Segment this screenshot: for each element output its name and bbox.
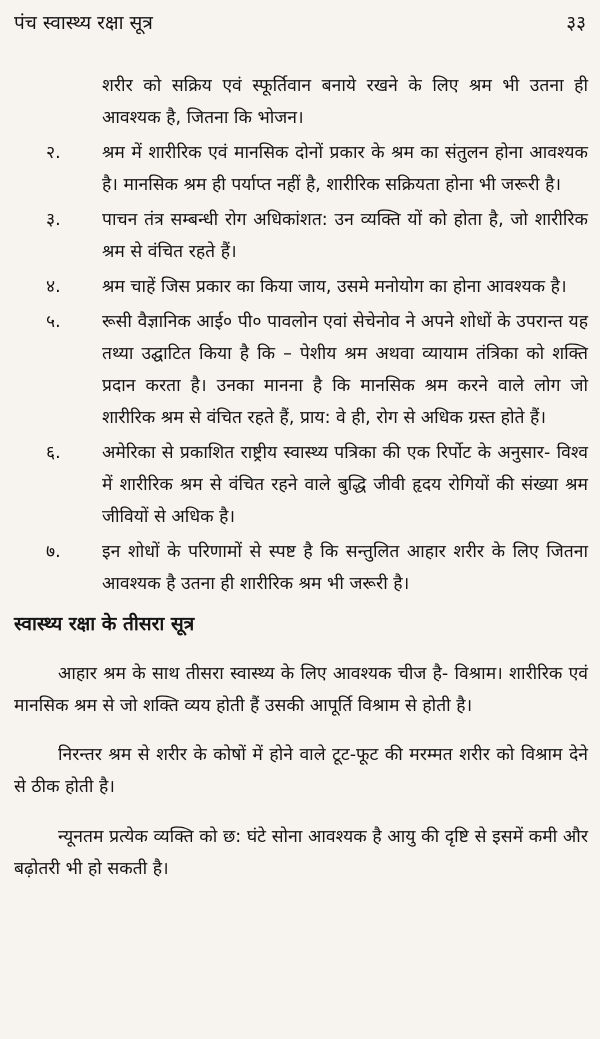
list-item-number: ३.	[46, 210, 61, 230]
list-item-number: २.	[46, 143, 61, 163]
list-item-text: इन शोधों के परिणामों से स्पष्ट है कि सन्तुलित आहार शरीर के लिए जितना आवश्यक है उतना ही शारीरिक श्रम भी जरूरी है।	[102, 542, 588, 594]
list-item	[0, 306, 600, 434]
section-paragraph: न्यूनतम प्रत्येक व्यक्ति को छ: घंटे सोना आवश्यक है आयु की दृष्टि से इसमें कमी और बढ़ोतरी भी हो सकती है।	[14, 826, 588, 879]
list-item-text: श्रम में शारीरिक एवं मानसिक दोनों प्रकार के श्रम का संतुलन होना आवश्यक है। मानसिक श्रम ही पर्याप्त नहीं है, शारीरिक सक्रियता होना भी जरूरी है।	[102, 143, 588, 195]
page-header	[14, 10, 586, 36]
list-item	[0, 70, 600, 134]
list-item-text: रूसी वैज्ञानिक आई० पी० पावलोन एवां सेचेनोव ने अपने शोधों के उपरान्त यह तथ्या उद्घाटित किया है कि – पेशीय श्रम अथवा व्यायाम तंत्रिका को शक्ति प्रदान करता है। उनका मानना है कि मानसिक श्रम करने वाले लोग जो शारीरिक श्रम से वंचित रहते हैं, प्राय: वे ही, रोग से अधिक ग्रस्त होते हैं।	[102, 312, 588, 428]
list-item-text: अमेरिका से प्रकाशित राष्ट्रीय स्वास्थ्य पत्रिका की एक रिर्पोट के अनुसार- विश्व में शारीरिक श्रम से वंचित रहने वाले बुद्धि जीवी हृदय रोगियों की संख्या श्रम जीवियों से अधिक है।	[102, 443, 588, 527]
running-title: पंच स्वास्थ्य रक्षा सूत्र	[14, 12, 153, 34]
list-item	[0, 204, 600, 268]
list-item	[0, 271, 600, 303]
list-item-number: ४.	[46, 277, 61, 297]
list-item-number: ५.	[46, 312, 61, 332]
section-paragraph: निरन्तर श्रम से शरीर के कोषों में होने वाले टूट-फूट की मरम्मत शरीर को विश्राम देने से ठीक होती है।	[14, 745, 588, 797]
list-item-text: श्रम चाहें जिस प्रकार का किया जाय, उसमे मनोयोग का होना आवश्यक है।	[102, 277, 567, 297]
list-item	[0, 437, 600, 533]
list-item	[0, 137, 600, 201]
list-item	[0, 536, 600, 600]
list-item-text: शरीर को सक्रिय एवं स्फूर्तिवान बनाये रखने के लिए श्रम भी उतना ही आवश्यक है, जितना कि भोजन।	[102, 76, 588, 128]
page-body	[0, 70, 600, 893]
list-item-number: ६.	[46, 443, 61, 463]
page-number: ३३	[566, 12, 586, 34]
section-heading: स्वास्थ्य रक्षा के तीसरा सूत्र	[14, 613, 195, 635]
list-item-number: ७.	[46, 542, 61, 562]
section-paragraph: आहार श्रम के साथ तीसरा स्वास्थ्य के लिए आवश्यक चीज है- विश्राम। शारीरिक एवं मानसिक श्रम से जो शक्ति व्यय होती हैं उसकी आपूर्ति विश्राम से होती है।	[14, 663, 588, 716]
list-item-text: पाचन तंत्र सम्बन्धी रोग अधिकांशत: उन व्यक्ति यों को होता है, जो शारीरिक श्रम से वंचित रहते हैं।	[102, 210, 588, 262]
